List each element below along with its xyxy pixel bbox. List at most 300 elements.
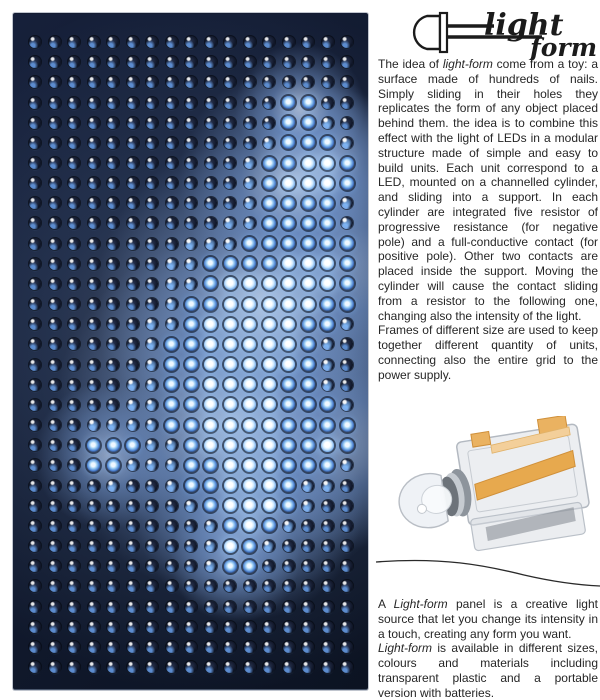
led-dot [107, 338, 119, 350]
led-dot [341, 338, 353, 350]
led-dot [146, 117, 158, 129]
led-dot [166, 56, 178, 68]
led-dot [127, 641, 139, 653]
led-dot [166, 197, 178, 209]
led-dot [29, 459, 41, 471]
led-dot [205, 661, 217, 673]
led-dot [127, 97, 139, 109]
led-dot [49, 661, 61, 673]
led-dot [224, 338, 237, 351]
led-dot [107, 177, 119, 189]
led-dot [107, 298, 119, 310]
led-dot [263, 237, 276, 250]
led-dot [341, 237, 354, 250]
led-dot [243, 560, 256, 573]
led-dot [322, 641, 334, 653]
led-dot [321, 398, 334, 411]
led-dot [205, 238, 217, 250]
led-dot [107, 661, 119, 673]
led-dot [243, 459, 256, 472]
led-dot [68, 419, 80, 431]
led-dot [321, 136, 334, 149]
led-dot [243, 277, 256, 290]
led-dot [29, 217, 41, 229]
led-dot [341, 277, 354, 290]
led-dot [166, 157, 178, 169]
led-dot [107, 641, 119, 653]
led-dot [302, 56, 314, 68]
led-dot [146, 661, 158, 673]
led-dot [282, 217, 295, 230]
led-dot [165, 398, 178, 411]
led-dot [322, 540, 334, 552]
led-dot [341, 177, 354, 190]
led-dot [107, 621, 119, 633]
led-dot [166, 258, 178, 270]
divider-curve [372, 550, 600, 595]
led-dot [49, 540, 61, 552]
led-dot [49, 76, 61, 88]
led-dot [87, 439, 100, 452]
led-dot [68, 480, 80, 492]
led-dot [302, 580, 314, 592]
led-dot [49, 379, 61, 391]
led-dot [244, 197, 256, 209]
led-dot [166, 137, 178, 149]
led-dot [185, 641, 197, 653]
led-dot [263, 157, 276, 170]
led-dot [107, 36, 119, 48]
led-dot [166, 641, 178, 653]
led-dot [263, 661, 275, 673]
led-dot [282, 318, 295, 331]
led-dot [49, 359, 61, 371]
led-dot [244, 157, 256, 169]
led-dot [146, 157, 158, 169]
led-dot [205, 157, 217, 169]
led-dot [205, 540, 217, 552]
led-dot [224, 601, 236, 613]
led-dot [49, 560, 61, 572]
led-dot [146, 36, 158, 48]
led-dot [107, 439, 120, 452]
led-dot [127, 157, 139, 169]
led-dot [283, 601, 295, 613]
led-dot [107, 238, 119, 250]
led-dot [244, 580, 256, 592]
led-dot [302, 338, 315, 351]
led-dot [88, 379, 100, 391]
led-dot [88, 278, 100, 290]
led-dot [302, 76, 314, 88]
led-dot [205, 621, 217, 633]
led-dot [302, 318, 315, 331]
led-dot [263, 459, 276, 472]
led-dot [185, 157, 197, 169]
led-dot [263, 177, 276, 190]
led-dot [263, 338, 276, 351]
led-dot [283, 580, 295, 592]
led-dot [341, 480, 353, 492]
led-dot [282, 298, 295, 311]
led-dot [205, 520, 217, 532]
summary-text [378, 597, 598, 700]
led-dot [146, 560, 158, 572]
led-dot [302, 157, 315, 170]
led-dot [146, 318, 158, 330]
led-dot [243, 398, 256, 411]
led-dot [29, 520, 41, 532]
led-dot [282, 358, 295, 371]
led-dot [204, 277, 217, 290]
led-dot [205, 36, 217, 48]
led-dot [68, 238, 80, 250]
led-dot [88, 540, 100, 552]
led-dot [263, 358, 276, 371]
led-dot [302, 601, 314, 613]
description-text [378, 57, 598, 383]
led-dot [282, 257, 295, 270]
led-dot [185, 97, 197, 109]
led-dot [29, 500, 41, 512]
led-dot [263, 601, 275, 613]
led-dot [244, 36, 256, 48]
led-dot [243, 540, 256, 553]
led-dot [185, 580, 197, 592]
led-dot [244, 621, 256, 633]
led-dot [127, 399, 139, 411]
led-dot [185, 238, 197, 250]
led-dot [341, 439, 354, 452]
led-dot [146, 500, 158, 512]
led-dot [185, 36, 197, 48]
led-dot [185, 378, 198, 391]
led-dot [29, 601, 41, 613]
led-dot [127, 379, 139, 391]
led-dot [263, 217, 276, 230]
led-dot [166, 117, 178, 129]
led-dot [321, 419, 334, 432]
led-dot [107, 56, 119, 68]
led-dot [185, 661, 197, 673]
led-dot [49, 258, 61, 270]
led-dot [68, 439, 80, 451]
led-dot [88, 258, 100, 270]
led-dot [29, 379, 41, 391]
led-dot [88, 580, 100, 592]
led-dot [29, 238, 41, 250]
led-dot [127, 520, 139, 532]
led-dot [302, 96, 315, 109]
led-dot [68, 379, 80, 391]
led-dot [302, 217, 315, 230]
led-dot [224, 459, 237, 472]
led-dot [341, 459, 353, 471]
led-dot [204, 419, 217, 432]
led-dot [224, 97, 236, 109]
led-dot [282, 419, 295, 432]
led-dot [302, 540, 314, 552]
led-dot [49, 36, 61, 48]
led-dot [204, 378, 217, 391]
led-dot [321, 459, 334, 472]
led-dot [282, 157, 295, 170]
led-dot [127, 338, 139, 350]
led-dot [243, 338, 256, 351]
led-dot [146, 419, 158, 431]
led-dot [146, 137, 158, 149]
led-dot [127, 197, 139, 209]
led-dot [205, 580, 217, 592]
led-dot [29, 621, 41, 633]
led-dot [224, 479, 237, 492]
led-dot [29, 480, 41, 492]
led-dot [166, 36, 178, 48]
led-dot [224, 238, 236, 250]
led-dot [87, 459, 100, 472]
led-dot [88, 36, 100, 48]
led-dot [263, 560, 275, 572]
led-dot [302, 298, 315, 311]
led-dot [107, 560, 119, 572]
led-dot [146, 480, 158, 492]
led-dot [322, 359, 334, 371]
led-dot [185, 318, 198, 331]
led-dot [127, 36, 139, 48]
led-dot [146, 56, 158, 68]
led-dot [166, 439, 178, 451]
led-dot [49, 601, 61, 613]
led-dot [88, 641, 100, 653]
led-dot [341, 540, 353, 552]
led-dot [88, 560, 100, 572]
led-dot [282, 338, 295, 351]
led-dot [49, 137, 61, 149]
led-dot [185, 419, 198, 432]
led-dot [205, 137, 217, 149]
led-dot [283, 540, 295, 552]
led-dot [302, 621, 314, 633]
led-dot [282, 177, 295, 190]
led-dot [29, 117, 41, 129]
led-dot [243, 419, 256, 432]
led-dot [244, 76, 256, 88]
led-dot [243, 318, 256, 331]
led-dot [49, 117, 61, 129]
led-dot [204, 358, 217, 371]
led-dot [146, 641, 158, 653]
led-dot [29, 76, 41, 88]
led-dot [127, 56, 139, 68]
led-dot [88, 419, 100, 431]
led-dot [29, 36, 41, 48]
led-dot [263, 439, 276, 452]
led-dot [88, 359, 100, 371]
led-dot [322, 56, 334, 68]
led-dot [49, 157, 61, 169]
led-dot [166, 601, 178, 613]
led-dot [68, 117, 80, 129]
led-dot [185, 398, 198, 411]
led-dot [341, 257, 354, 270]
led-dot [321, 298, 334, 311]
led-dot [263, 378, 276, 391]
led-dot [166, 480, 178, 492]
led-dot [165, 338, 178, 351]
led-dot [107, 399, 119, 411]
led-dot [88, 480, 100, 492]
led-dot [49, 641, 61, 653]
led-dot [263, 257, 276, 270]
led-dot [49, 217, 61, 229]
led-dot [341, 137, 353, 149]
led-dot [243, 237, 256, 250]
led-dot [224, 661, 236, 673]
led-dot [185, 358, 198, 371]
led-dot [302, 398, 315, 411]
led-dot [29, 298, 41, 310]
led-dot [166, 238, 178, 250]
led-dot [68, 641, 80, 653]
led-dot [185, 217, 197, 229]
led-dot [68, 580, 80, 592]
led-dot [224, 358, 237, 371]
led-dot [185, 459, 198, 472]
led-dot [185, 439, 198, 452]
led-dot [127, 359, 139, 371]
led-dot [263, 479, 276, 492]
led-dot [341, 76, 353, 88]
led-panel-image [13, 13, 368, 690]
led-dot [322, 117, 334, 129]
led-dot [107, 76, 119, 88]
led-dot [146, 298, 158, 310]
led-dot [205, 641, 217, 653]
led-dot [49, 197, 61, 209]
led-dot [205, 76, 217, 88]
led-dot [107, 217, 119, 229]
led-dot [166, 177, 178, 189]
led-dot [322, 661, 334, 673]
led-dot [166, 540, 178, 552]
led-dot [29, 359, 41, 371]
led-dot [127, 217, 139, 229]
led-dot [49, 399, 61, 411]
led-dot [263, 499, 276, 512]
led-dot [302, 277, 315, 290]
led-dot [29, 540, 41, 552]
led-dot [146, 379, 158, 391]
led-dot [283, 560, 295, 572]
led-dot [107, 318, 119, 330]
led-dot [322, 76, 334, 88]
led-dot [146, 177, 158, 189]
led-dot [341, 520, 353, 532]
led-dot [205, 117, 217, 129]
led-dot [244, 117, 256, 129]
led-dot [282, 197, 295, 210]
led-dot [68, 76, 80, 88]
led-dot [302, 358, 315, 371]
led-dot [282, 96, 295, 109]
led-dot [302, 641, 314, 653]
led-dot [321, 257, 334, 270]
led-dot [146, 580, 158, 592]
led-dot [302, 500, 314, 512]
led-dot [146, 197, 158, 209]
led-dot [341, 560, 353, 572]
led-dot [302, 439, 315, 452]
led-dot [224, 621, 236, 633]
led-dot [341, 56, 353, 68]
led-dot [166, 520, 178, 532]
led-dot [185, 298, 198, 311]
led-dot [68, 278, 80, 290]
led-dot [341, 217, 353, 229]
led-dot [185, 197, 197, 209]
led-dot [302, 661, 314, 673]
led-dot [68, 157, 80, 169]
led-dot [205, 601, 217, 613]
led-dot [49, 580, 61, 592]
led-dot [322, 520, 334, 532]
led-dot [29, 56, 41, 68]
led-dot [224, 318, 237, 331]
led-dot [283, 76, 295, 88]
led-dot [302, 116, 315, 129]
led-dot [302, 378, 315, 391]
led-dot [224, 540, 237, 553]
led-dot [68, 97, 80, 109]
led-dot [49, 520, 61, 532]
led-dot [107, 117, 119, 129]
led-dot [29, 278, 41, 290]
led-dot [68, 298, 80, 310]
led-dot [263, 76, 275, 88]
led-dot [263, 641, 275, 653]
led-dot [263, 197, 276, 210]
led-dot [88, 601, 100, 613]
led-dot [68, 137, 80, 149]
led-dot [204, 257, 217, 270]
led-dot [107, 359, 119, 371]
led-dot [49, 480, 61, 492]
led-dot [165, 419, 178, 432]
led-dot [88, 157, 100, 169]
led-dot [49, 439, 61, 451]
led-dot [282, 237, 295, 250]
led-dot [166, 459, 178, 471]
led-dot [224, 580, 236, 592]
led-dot [321, 177, 334, 190]
led-dot [244, 601, 256, 613]
led-dot [68, 560, 80, 572]
led-dot [68, 459, 80, 471]
led-dot [322, 36, 334, 48]
led-dot [321, 439, 334, 452]
led-dot [107, 601, 119, 613]
led-dot [126, 439, 139, 452]
led-dot [107, 520, 119, 532]
led-dot [127, 278, 139, 290]
led-dot [68, 177, 80, 189]
led-dot [107, 459, 120, 472]
led-dot [224, 217, 236, 229]
led-dot [127, 661, 139, 673]
led-dot [146, 459, 158, 471]
led-dot [68, 540, 80, 552]
led-dot [88, 661, 100, 673]
